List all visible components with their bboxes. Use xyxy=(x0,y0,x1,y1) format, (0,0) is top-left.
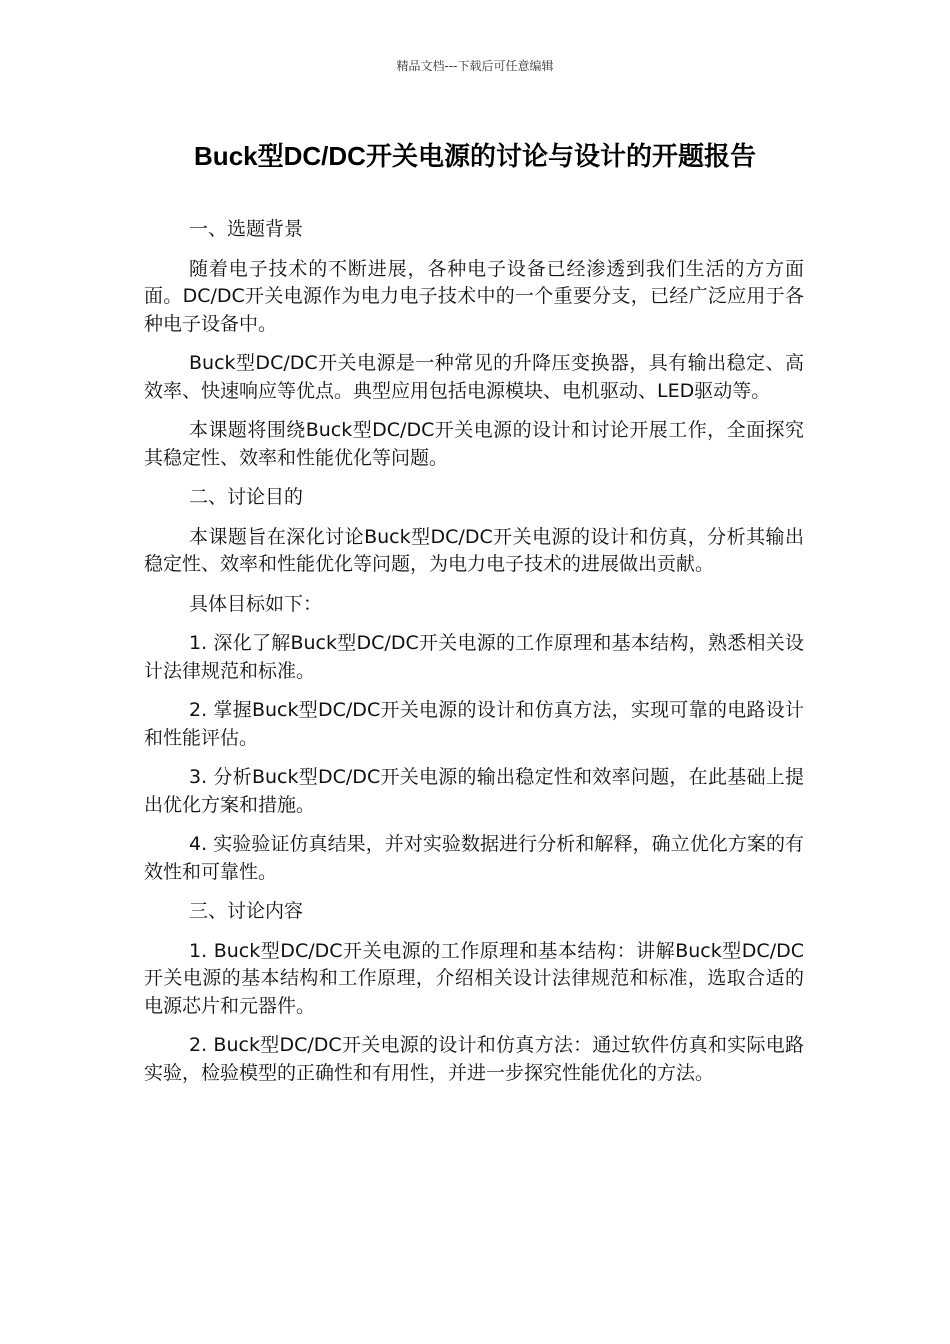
list-item: 1. 深化了解Buck型DC/DC开关电源的工作原理和基本结构，熟悉相关设计法律规范和标准。 xyxy=(144,632,804,682)
section-heading-background: 一、选题背景 xyxy=(189,218,304,240)
paragraph: 随着电子技术的不断进展，各种电子设备已经渗透到我们生活的方方面面。DC/DC开关电源作为电力电子技术中的一个重要分支，已经广泛应用于各种电子设备中。 xyxy=(144,257,804,335)
list-item: 3. 分析Buck型DC/DC开关电源的输出稳定性和效率问题，在此基础上提出优化方案和措施。 xyxy=(144,766,804,816)
page-header: 精品文档---下载后可任意编辑 xyxy=(396,59,554,73)
section-heading-content: 三、讨论内容 xyxy=(189,900,304,922)
list-item: 2. 掌握Buck型DC/DC开关电源的设计和仿真方法，实现可靠的电路设计和性能评估。 xyxy=(144,699,804,749)
paragraph: 具体目标如下： xyxy=(189,592,323,615)
document-title: Buck型DC/DC开关电源的讨论与设计的开题报告 xyxy=(194,141,756,171)
document-body xyxy=(144,216,804,1099)
list-item: 4. 实验验证仿真结果，并对实验数据进行分析和解释，确立优化方案的有效性和可靠性。 xyxy=(144,833,804,883)
section-heading-purpose: 二、讨论目的 xyxy=(189,486,304,508)
paragraph: 本课题旨在深化讨论Buck型DC/DC开关电源的设计和仿真，分析其输出稳定性、效率和性能优化等问题，为电力电子技术的进展做出贡献。 xyxy=(144,525,804,575)
list-item: 2. Buck型DC/DC开关电源的设计和仿真方法：通过软件仿真和实际电路实验，检验模型的正确性和有用性，并进一步探究性能优化的方法。 xyxy=(144,1034,804,1084)
list-item: 1. Buck型DC/DC开关电源的工作原理和基本结构：讲解Buck型DC/DC开关电源的基本结构和工作原理，介绍相关设计法律规范和标准，选取合适的电源芯片和元器件。 xyxy=(144,939,804,1017)
paragraph: Buck型DC/DC开关电源是一种常见的升降压变换器，具有输出稳定、高效率、快速响应等优点。典型应用包括电源模块、电机驱动、LED驱动等。 xyxy=(144,352,804,402)
paragraph: 本课题将围绕Buck型DC/DC开关电源的设计和讨论开展工作，全面探究其稳定性、效率和性能优化等问题。 xyxy=(144,419,804,469)
